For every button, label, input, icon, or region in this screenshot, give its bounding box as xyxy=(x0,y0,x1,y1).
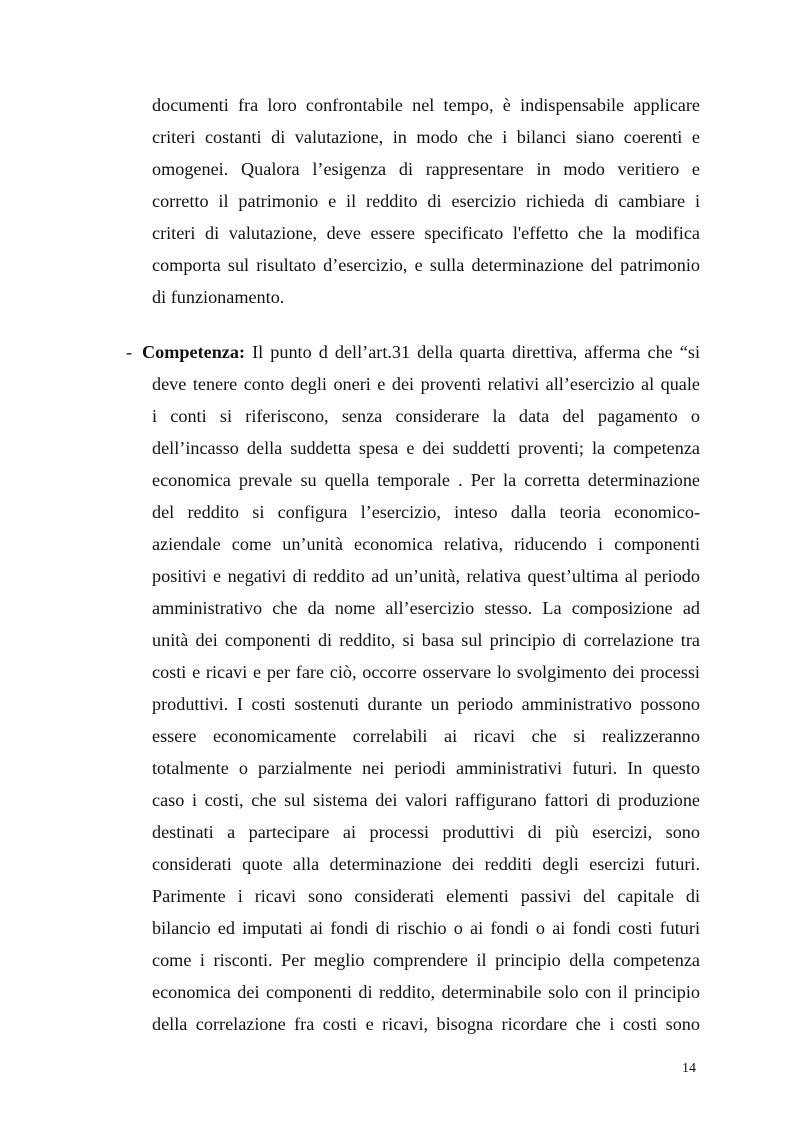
text-line: dell’incasso della suddetta spesa e dei suddetti proventi; la competenza xyxy=(152,438,700,458)
bullet-first-line xyxy=(142,340,700,364)
text-line: bilancio ed imputati ai fondi di rischio o ai fondi o ai fondi costi futuri xyxy=(152,918,700,938)
text-line: destinati a partecipare ai processi produttivi di più esercizi, sono xyxy=(152,822,700,842)
text-line: comporta sul risultato d’esercizio, e sulla determinazione del patrimonio xyxy=(152,255,700,275)
text-line: deve tenere conto degli oneri e dei proventi relativi all’esercizio al quale xyxy=(152,374,700,394)
text-line: economica prevale su quella temporale . Per la corretta determinazione xyxy=(152,470,700,490)
text-line: produttivi. I costi sostenuti durante un periodo amministrativo possono xyxy=(152,694,700,714)
bullet-marker: - xyxy=(126,342,133,362)
text-line: criteri costanti di valutazione, in modo che i bilanci siano coerenti e xyxy=(152,127,700,147)
text-line: unità dei componenti di reddito, si basa sul principio di correlazione tra xyxy=(152,630,700,650)
text-line: i conti si riferiscono, senza considerare la data del pagamento o xyxy=(152,406,700,426)
text-line: omogenei. Qualora l’esigenza di rappresentare in modo veritiero e xyxy=(152,159,700,179)
text-line: di funzionamento. xyxy=(152,287,285,307)
text-line: documenti fra loro confrontabile nel tempo, è indispensabile applicare xyxy=(152,95,700,115)
text-line: amministrativo che da nome all’esercizio stesso. La composizione ad xyxy=(152,598,700,618)
text-line: costi e ricavi e per fare ciò, occorre osservare lo svolgimento dei processi xyxy=(152,662,700,682)
text-line: corretto il patrimonio e il reddito di esercizio richieda di cambiare i xyxy=(152,191,700,211)
text-line: criteri di valutazione, deve essere specificato l'effetto che la modifica xyxy=(152,223,700,243)
text-line: del reddito si configura l’esercizio, inteso dalla teoria economico- xyxy=(152,502,700,522)
text-line: essere economicamente correlabili ai ricavi che si realizzeranno xyxy=(152,726,700,746)
text-line: della correlazione fra costi e ricavi, bisogna ricordare che i costi sono xyxy=(152,1014,700,1034)
text-line: economica dei componenti di reddito, determinabile solo con il principio xyxy=(152,982,700,1002)
text-line: positivi e negativi di reddito ad un’unità, relativa quest’ultima al periodo xyxy=(152,566,700,586)
text-line: totalmente o parzialmente nei periodi amministrativi futuri. In questo xyxy=(152,758,700,778)
page-number: 14 xyxy=(682,1061,696,1076)
text-line: considerati quote alla determinazione dei redditi degli esercizi futuri. xyxy=(152,854,700,874)
text-line-rest: Il punto d dell’art.31 della quarta direttiva, afferma che “si xyxy=(245,342,700,362)
bullet-term: Competenza: xyxy=(142,342,246,362)
text-line: Parimente i ricavi sono considerati elementi passivi del capitale di xyxy=(152,886,700,906)
text-line: caso i costi, che sul sistema dei valori raffigurano fattori di produzione xyxy=(152,790,700,810)
text-line: aziendale come un’unità economica relativa, riducendo i componenti xyxy=(152,534,700,554)
text-line: come i risconti. Per meglio comprendere il principio della competenza xyxy=(152,950,700,970)
